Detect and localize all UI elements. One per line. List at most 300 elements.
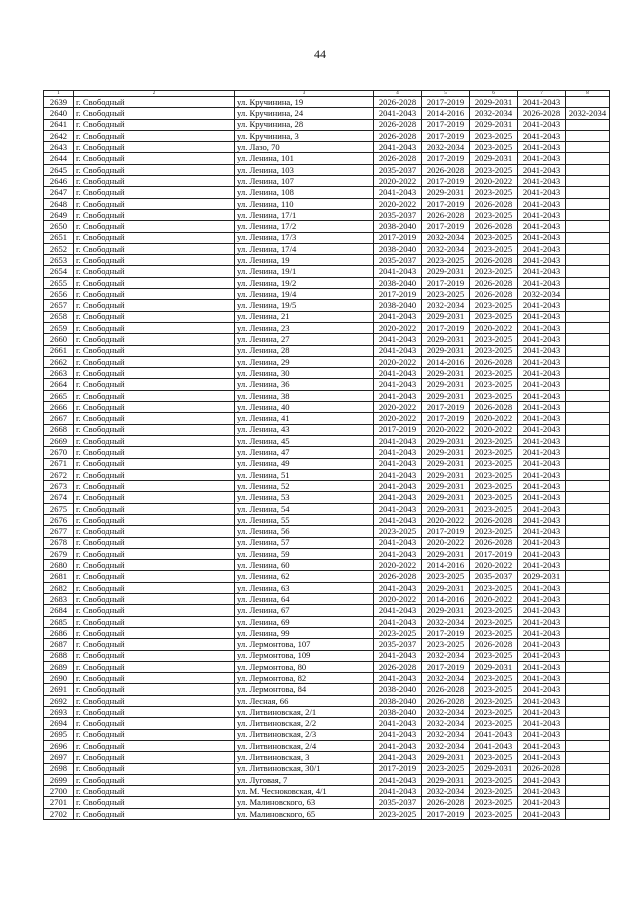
column-number-cell: 7 <box>518 91 566 97</box>
address-cell: ул. Литвиновская, 2/2 <box>235 718 374 729</box>
row-number-cell: 2656 <box>44 289 74 300</box>
table-row <box>44 458 610 469</box>
period-cell <box>566 232 610 243</box>
period-cell: 2023-2025 <box>422 571 470 582</box>
period-cell <box>566 142 610 153</box>
table-row <box>44 379 610 390</box>
city-cell: г. Свободный <box>74 379 235 390</box>
period-cell <box>566 379 610 390</box>
table-row <box>44 289 610 300</box>
period-cell: 2023-2025 <box>422 639 470 650</box>
period-cell <box>566 808 610 819</box>
address-cell: ул. Ленина, 38 <box>235 390 374 401</box>
period-cell: 2035-2037 <box>470 571 518 582</box>
period-cell: 2023-2025 <box>374 526 422 537</box>
period-cell: 2026-2028 <box>470 289 518 300</box>
period-cell: 2035-2037 <box>374 797 422 808</box>
period-cell: 2023-2025 <box>470 130 518 141</box>
row-number-cell: 2691 <box>44 684 74 695</box>
period-cell <box>566 481 610 492</box>
table-row <box>44 763 610 774</box>
period-cell: 2041-2043 <box>518 356 566 367</box>
period-cell: 2041-2043 <box>374 458 422 469</box>
period-cell: 2041-2043 <box>518 616 566 627</box>
period-cell: 2026-2028 <box>470 639 518 650</box>
period-cell: 2023-2025 <box>470 458 518 469</box>
row-number-cell: 2683 <box>44 594 74 605</box>
row-number-cell: 2667 <box>44 413 74 424</box>
address-cell: ул. Ленина, 40 <box>235 402 374 413</box>
period-cell: 2041-2043 <box>518 594 566 605</box>
period-cell: 2020-2022 <box>470 322 518 333</box>
page-number: 44 <box>314 47 326 61</box>
period-cell: 2023-2025 <box>470 695 518 706</box>
period-cell: 2041-2043 <box>374 266 422 277</box>
period-cell: 2041-2043 <box>518 221 566 232</box>
period-cell <box>566 752 610 763</box>
period-cell: 2041-2043 <box>374 740 422 751</box>
address-cell: ул. Литвиновская, 2/1 <box>235 707 374 718</box>
table-row <box>44 605 610 616</box>
period-cell <box>566 311 610 322</box>
period-cell: 2029-2031 <box>470 119 518 130</box>
period-cell: 2020-2022 <box>374 560 422 571</box>
column-number-cell: 8 <box>566 91 610 97</box>
city-cell: г. Свободный <box>74 435 235 446</box>
city-cell: г. Свободный <box>74 797 235 808</box>
period-cell: 2026-2028 <box>470 198 518 209</box>
period-cell: 2041-2043 <box>518 673 566 684</box>
city-cell: г. Свободный <box>74 752 235 763</box>
row-number-cell: 2664 <box>44 379 74 390</box>
period-cell <box>566 322 610 333</box>
column-number-cell: 1 <box>44 91 74 97</box>
period-cell: 2041-2043 <box>470 740 518 751</box>
period-cell: 2041-2043 <box>374 334 422 345</box>
row-number-cell: 2681 <box>44 571 74 582</box>
address-cell: ул. Кручинина, 3 <box>235 130 374 141</box>
table-row <box>44 164 610 175</box>
period-cell: 2026-2028 <box>518 108 566 119</box>
table-row <box>44 424 610 435</box>
address-cell: ул. Ленина, 17/2 <box>235 221 374 232</box>
period-cell: 2032-2034 <box>566 108 610 119</box>
period-cell: 2041-2043 <box>374 514 422 525</box>
period-cell: 2017-2019 <box>422 119 470 130</box>
table-row <box>44 627 610 638</box>
period-cell <box>566 402 610 413</box>
period-cell: 2041-2043 <box>374 311 422 322</box>
address-cell: ул. Литвиновская, 30/1 <box>235 763 374 774</box>
table-row <box>44 311 610 322</box>
period-cell: 2041-2043 <box>374 718 422 729</box>
table-row <box>44 368 610 379</box>
address-cell: ул. Ленина, 54 <box>235 503 374 514</box>
period-cell: 2029-2031 <box>422 187 470 198</box>
period-cell: 2023-2025 <box>470 673 518 684</box>
address-cell: ул. Ленина, 19/1 <box>235 266 374 277</box>
period-cell: 2038-2040 <box>374 277 422 288</box>
period-cell: 2041-2043 <box>518 605 566 616</box>
row-number-cell: 2661 <box>44 345 74 356</box>
period-cell: 2041-2043 <box>374 605 422 616</box>
row-number-cell: 2689 <box>44 661 74 672</box>
row-number-cell: 2677 <box>44 526 74 537</box>
period-cell: 2041-2043 <box>518 627 566 638</box>
period-cell <box>566 300 610 311</box>
period-cell: 2032-2034 <box>422 142 470 153</box>
row-number-cell: 2680 <box>44 560 74 571</box>
period-cell: 2041-2043 <box>518 390 566 401</box>
city-cell: г. Свободный <box>74 740 235 751</box>
city-cell: г. Свободный <box>74 808 235 819</box>
period-cell: 2017-2019 <box>374 424 422 435</box>
period-cell: 2041-2043 <box>518 413 566 424</box>
address-cell: ул. Ленина, 21 <box>235 311 374 322</box>
city-cell: г. Свободный <box>74 514 235 525</box>
city-cell: г. Свободный <box>74 458 235 469</box>
address-cell: ул. Кручинина, 28 <box>235 119 374 130</box>
city-cell: г. Свободный <box>74 537 235 548</box>
period-cell: 2029-2031 <box>470 153 518 164</box>
period-cell: 2023-2025 <box>470 334 518 345</box>
period-cell: 2029-2031 <box>422 447 470 458</box>
period-cell: 2041-2043 <box>518 797 566 808</box>
period-cell: 2014-2016 <box>422 594 470 605</box>
table-row <box>44 492 610 503</box>
period-cell: 2029-2031 <box>518 571 566 582</box>
period-cell: 2017-2019 <box>422 221 470 232</box>
period-cell: 2041-2043 <box>518 153 566 164</box>
period-cell <box>566 514 610 525</box>
period-cell: 2041-2043 <box>518 119 566 130</box>
address-cell: ул. Ленина, 52 <box>235 481 374 492</box>
address-cell: ул. Ленина, 45 <box>235 435 374 446</box>
period-cell: 2041-2043 <box>518 808 566 819</box>
period-cell: 2032-2034 <box>422 616 470 627</box>
table-row <box>44 537 610 548</box>
period-cell: 2041-2043 <box>518 435 566 446</box>
period-cell <box>566 469 610 480</box>
address-cell: ул. Литвиновская, 2/3 <box>235 729 374 740</box>
city-cell: г. Свободный <box>74 108 235 119</box>
table-row <box>44 560 610 571</box>
row-number-cell: 2682 <box>44 582 74 593</box>
period-cell: 2041-2043 <box>518 650 566 661</box>
table-row <box>44 786 610 797</box>
period-cell: 2029-2031 <box>470 763 518 774</box>
period-cell: 2041-2043 <box>374 447 422 458</box>
row-number-cell: 2659 <box>44 322 74 333</box>
city-cell: г. Свободный <box>74 300 235 311</box>
city-cell: г. Свободный <box>74 594 235 605</box>
period-cell: 2020-2022 <box>374 413 422 424</box>
period-cell: 2020-2022 <box>374 356 422 367</box>
address-cell: ул. Лермонтова, 109 <box>235 650 374 661</box>
period-cell: 2017-2019 <box>374 763 422 774</box>
period-cell: 2041-2043 <box>518 187 566 198</box>
period-cell: 2026-2028 <box>374 130 422 141</box>
address-cell: ул. Ленина, 103 <box>235 164 374 175</box>
period-cell: 2041-2043 <box>518 424 566 435</box>
period-cell: 2020-2022 <box>422 537 470 548</box>
period-cell: 2041-2043 <box>374 142 422 153</box>
period-cell <box>566 176 610 187</box>
address-cell: ул. Литвиновская, 2/4 <box>235 740 374 751</box>
period-cell <box>566 198 610 209</box>
period-cell: 2026-2028 <box>470 356 518 367</box>
city-cell: г. Свободный <box>74 402 235 413</box>
city-cell: г. Свободный <box>74 695 235 706</box>
period-cell <box>566 661 610 672</box>
period-cell: 2041-2043 <box>518 311 566 322</box>
period-cell: 2020-2022 <box>374 402 422 413</box>
city-cell: г. Свободный <box>74 345 235 356</box>
table-row <box>44 187 610 198</box>
period-cell <box>566 707 610 718</box>
city-cell: г. Свободный <box>74 243 235 254</box>
row-number-cell: 2639 <box>44 97 74 108</box>
period-cell: 2023-2025 <box>470 368 518 379</box>
city-cell: г. Свободный <box>74 198 235 209</box>
period-cell: 2023-2025 <box>470 616 518 627</box>
row-number-cell: 2700 <box>44 786 74 797</box>
table-row <box>44 548 610 559</box>
period-cell: 2041-2043 <box>374 650 422 661</box>
row-number-cell: 2684 <box>44 605 74 616</box>
period-cell: 2020-2022 <box>422 514 470 525</box>
period-cell <box>566 639 610 650</box>
period-cell <box>566 673 610 684</box>
table-row <box>44 514 610 525</box>
table-row <box>44 616 610 627</box>
city-cell: г. Свободный <box>74 627 235 638</box>
city-cell: г. Свободный <box>74 582 235 593</box>
period-cell: 2023-2025 <box>470 707 518 718</box>
period-cell <box>566 526 610 537</box>
city-cell: г. Свободный <box>74 447 235 458</box>
period-cell: 2026-2028 <box>422 209 470 220</box>
period-cell: 2041-2043 <box>374 368 422 379</box>
period-cell: 2023-2025 <box>470 345 518 356</box>
address-cell: ул. Ленина, 36 <box>235 379 374 390</box>
table-row <box>44 413 610 424</box>
period-cell: 2026-2028 <box>422 164 470 175</box>
period-cell: 2023-2025 <box>470 164 518 175</box>
period-cell: 2026-2028 <box>374 97 422 108</box>
row-number-cell: 2652 <box>44 243 74 254</box>
city-cell: г. Свободный <box>74 311 235 322</box>
address-cell: ул. Лермонтова, 82 <box>235 673 374 684</box>
period-cell: 2023-2025 <box>470 650 518 661</box>
table-row <box>44 673 610 684</box>
period-cell: 2041-2043 <box>518 684 566 695</box>
period-cell: 2026-2028 <box>374 153 422 164</box>
period-cell: 2041-2043 <box>518 322 566 333</box>
row-number-cell: 2692 <box>44 695 74 706</box>
address-cell: ул. Ленина, 19/2 <box>235 277 374 288</box>
table-row <box>44 571 610 582</box>
period-cell: 2041-2043 <box>518 130 566 141</box>
row-number-cell: 2666 <box>44 402 74 413</box>
period-cell: 2041-2043 <box>518 526 566 537</box>
address-cell: ул. Литвиновская, 3 <box>235 752 374 763</box>
address-cell: ул. Ленина, 67 <box>235 605 374 616</box>
period-cell: 2032-2034 <box>422 673 470 684</box>
city-cell: г. Свободный <box>74 616 235 627</box>
period-cell: 2035-2037 <box>374 209 422 220</box>
city-cell: г. Свободный <box>74 289 235 300</box>
column-number-cell: 5 <box>422 91 470 97</box>
row-number-cell: 2678 <box>44 537 74 548</box>
period-cell <box>566 153 610 164</box>
period-cell: 2041-2043 <box>518 492 566 503</box>
address-cell: ул. Ленина, 23 <box>235 322 374 333</box>
period-cell: 2026-2028 <box>470 277 518 288</box>
row-number-cell: 2688 <box>44 650 74 661</box>
period-cell <box>566 221 610 232</box>
period-cell: 2032-2034 <box>422 300 470 311</box>
period-cell: 2017-2019 <box>374 232 422 243</box>
row-number-cell: 2665 <box>44 390 74 401</box>
period-cell <box>566 164 610 175</box>
row-number-cell: 2698 <box>44 763 74 774</box>
table-row <box>44 119 610 130</box>
address-cell: ул. Ленина, 17/4 <box>235 243 374 254</box>
period-cell <box>566 345 610 356</box>
period-cell: 2026-2028 <box>470 255 518 266</box>
period-cell: 2023-2025 <box>470 774 518 785</box>
period-cell: 2041-2043 <box>470 729 518 740</box>
city-cell: г. Свободный <box>74 153 235 164</box>
period-cell: 2041-2043 <box>518 368 566 379</box>
period-cell: 2035-2037 <box>374 639 422 650</box>
period-cell: 2041-2043 <box>518 458 566 469</box>
city-cell: г. Свободный <box>74 707 235 718</box>
address-cell: ул. Ленина, 56 <box>235 526 374 537</box>
period-cell: 2023-2025 <box>470 232 518 243</box>
period-cell: 2041-2043 <box>518 503 566 514</box>
period-cell: 2032-2034 <box>470 108 518 119</box>
period-cell: 2020-2022 <box>470 424 518 435</box>
period-cell: 2029-2031 <box>422 582 470 593</box>
period-cell: 2023-2025 <box>470 526 518 537</box>
table-row <box>44 97 610 108</box>
row-number-cell: 2672 <box>44 469 74 480</box>
row-number-cell: 2697 <box>44 752 74 763</box>
period-cell <box>566 627 610 638</box>
period-cell: 2023-2025 <box>470 187 518 198</box>
period-cell: 2017-2019 <box>422 277 470 288</box>
row-number-cell: 2657 <box>44 300 74 311</box>
table-row <box>44 243 610 254</box>
period-cell: 2023-2025 <box>470 469 518 480</box>
period-cell: 2023-2025 <box>470 627 518 638</box>
city-cell: г. Свободный <box>74 97 235 108</box>
row-number-cell: 2690 <box>44 673 74 684</box>
city-cell: г. Свободный <box>74 548 235 559</box>
period-cell <box>566 650 610 661</box>
period-cell <box>566 537 610 548</box>
table-row <box>44 221 610 232</box>
period-cell <box>566 605 610 616</box>
period-cell: 2041-2043 <box>518 707 566 718</box>
period-cell <box>566 458 610 469</box>
period-cell: 2020-2022 <box>374 176 422 187</box>
table-row <box>44 729 610 740</box>
period-cell <box>566 119 610 130</box>
period-cell: 2035-2037 <box>374 255 422 266</box>
city-cell: г. Свободный <box>74 526 235 537</box>
period-cell: 2020-2022 <box>470 594 518 605</box>
period-cell: 2029-2031 <box>470 97 518 108</box>
row-number-cell: 2671 <box>44 458 74 469</box>
period-cell: 2023-2025 <box>470 684 518 695</box>
period-cell: 2041-2043 <box>518 379 566 390</box>
table-row <box>44 153 610 164</box>
period-cell: 2020-2022 <box>470 560 518 571</box>
period-cell: 2017-2019 <box>422 526 470 537</box>
column-number-cell: 4 <box>374 91 422 97</box>
period-cell: 2041-2043 <box>374 537 422 548</box>
period-cell: 2041-2043 <box>518 176 566 187</box>
period-cell: 2041-2043 <box>374 469 422 480</box>
row-number-cell: 2687 <box>44 639 74 650</box>
period-cell: 2041-2043 <box>374 582 422 593</box>
row-number-cell: 2641 <box>44 119 74 130</box>
row-number-cell: 2650 <box>44 221 74 232</box>
city-cell: г. Свободный <box>74 322 235 333</box>
address-cell: ул. М. Чесноковская, 4/1 <box>235 786 374 797</box>
period-cell: 2017-2019 <box>422 176 470 187</box>
period-cell <box>566 424 610 435</box>
period-cell: 2041-2043 <box>374 187 422 198</box>
period-cell: 2041-2043 <box>518 447 566 458</box>
address-cell: ул. Ленина, 110 <box>235 198 374 209</box>
city-cell: г. Свободный <box>74 469 235 480</box>
city-cell: г. Свободный <box>74 503 235 514</box>
period-cell: 2029-2031 <box>422 390 470 401</box>
period-cell: 2023-2025 <box>470 266 518 277</box>
table-row <box>44 266 610 277</box>
period-cell: 2041-2043 <box>374 616 422 627</box>
period-cell: 2023-2025 <box>422 289 470 300</box>
table-row <box>44 435 610 446</box>
period-cell: 2038-2040 <box>374 695 422 706</box>
period-cell <box>566 616 610 627</box>
period-cell <box>566 243 610 254</box>
address-cell: ул. Ленина, 101 <box>235 153 374 164</box>
period-cell: 2026-2028 <box>422 797 470 808</box>
address-cell: ул. Ленина, 41 <box>235 413 374 424</box>
period-cell <box>566 368 610 379</box>
period-cell <box>566 390 610 401</box>
city-cell: г. Свободный <box>74 492 235 503</box>
row-number-cell: 2675 <box>44 503 74 514</box>
period-cell: 2029-2031 <box>422 334 470 345</box>
period-cell: 2026-2028 <box>374 571 422 582</box>
period-cell: 2017-2019 <box>374 289 422 300</box>
table-row <box>44 345 610 356</box>
city-cell: г. Свободный <box>74 209 235 220</box>
period-cell <box>566 548 610 559</box>
period-cell: 2041-2043 <box>518 255 566 266</box>
address-cell: ул. Ленина, 19 <box>235 255 374 266</box>
table-row <box>44 740 610 751</box>
period-cell: 2029-2031 <box>422 752 470 763</box>
address-cell: ул. Ленина, 108 <box>235 187 374 198</box>
period-cell: 2023-2025 <box>422 763 470 774</box>
